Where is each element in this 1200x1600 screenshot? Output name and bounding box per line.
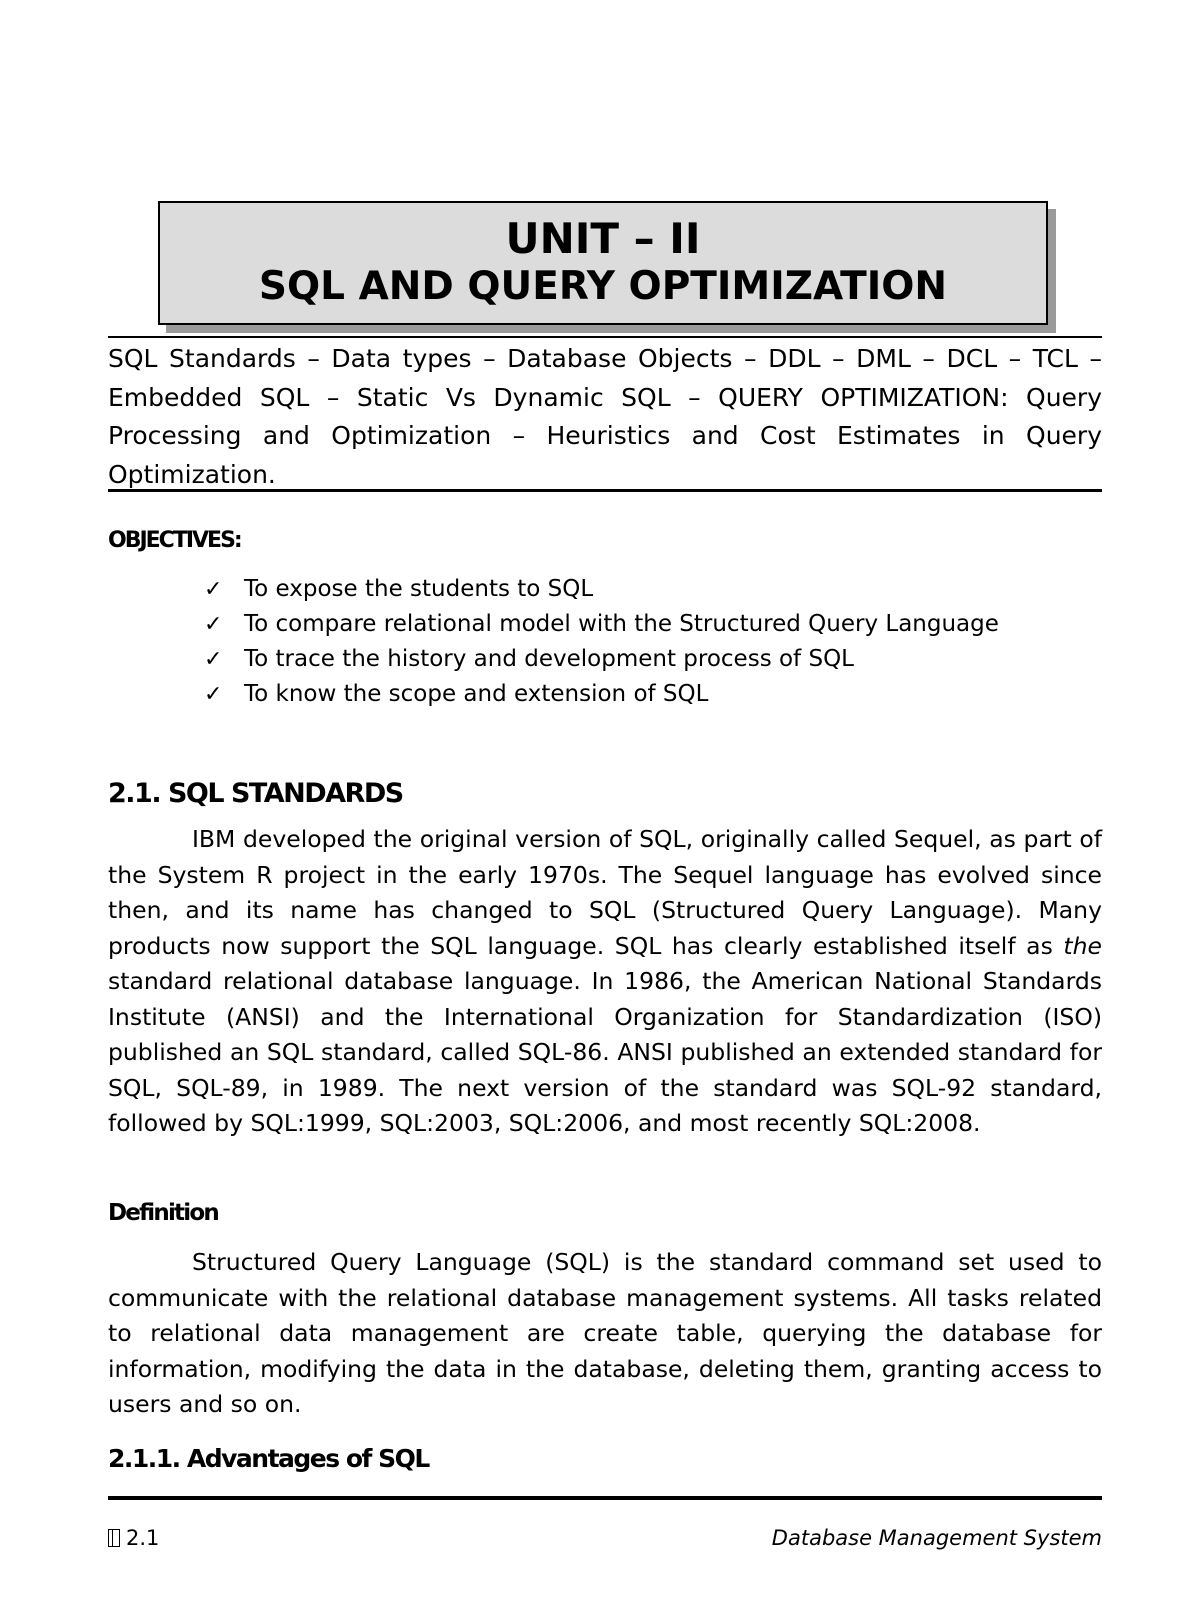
definition-heading: Definition	[108, 1200, 218, 1226]
syllabus-top-rule	[108, 336, 1102, 338]
objective-item	[108, 677, 1102, 712]
page-number: 2.1	[126, 1526, 160, 1550]
syllabus-text: SQL Standards – Data types – Database Objects – DDL – DML – DCL – TCL – Embedded SQL – Static Vs Dynamic SQL – QUERY OPTIMIZATION: Query Processing and Optimization – Heuristics and Cost Estimates in Query Optimization.	[108, 344, 1102, 489]
sql-standards-paragraph	[108, 822, 1102, 1142]
objective-text: To compare relational model with the Structured Query Language	[244, 611, 999, 637]
footer-book-title: Database Management System	[771, 1526, 1102, 1550]
unit-title-box	[158, 201, 1048, 325]
footer-page-number	[108, 1526, 159, 1550]
objective-text: To trace the history and development process of SQL	[244, 646, 854, 672]
objectives-list	[108, 572, 1102, 712]
book-icon	[108, 1529, 120, 1547]
paragraph-text: IBM developed the original version of SQL, originally called Sequel, as part of the System R project in the early 1970s. The Sequel language has evolved since then, and its name has changed to SQL (Structured Query Language). Many products now support the SQL language. SQL has clearly established itself as	[108, 825, 1102, 960]
unit-title: SQL AND QUERY OPTIMIZATION	[258, 264, 948, 309]
definition-paragraph	[108, 1245, 1102, 1423]
checkmark-icon: ✓	[204, 647, 223, 672]
objective-text: To expose the students to SQL	[244, 576, 594, 602]
syllabus-bottom-rule	[108, 489, 1102, 492]
objective-text: To know the scope and extension of SQL	[244, 681, 709, 707]
objective-item	[108, 642, 1102, 677]
footer-rule	[108, 1496, 1102, 1500]
section-heading-sql-standards: 2.1. SQL STANDARDS	[108, 778, 403, 809]
section-heading-advantages: 2.1.1. Advantages of SQL	[108, 1444, 429, 1473]
checkmark-icon: ✓	[204, 612, 223, 637]
checkmark-icon: ✓	[204, 577, 223, 602]
unit-number: UNIT – II	[505, 214, 701, 263]
checkmark-icon: ✓	[204, 682, 223, 707]
objective-item	[108, 572, 1102, 607]
objective-item	[108, 607, 1102, 642]
paragraph-text: standard relational database language. In 1986, the American National Standards Institute (ANSI) and the International Organization for Standardization (ISO) published an SQL standard, called SQL-86. ANSI published an extended standard for SQL, SQL-89, in 1989. The next version of the standard was SQL-92 standard, followed by SQL:1999, SQL:2003, SQL:2006, and most recently SQL:2008.	[108, 967, 1102, 1137]
definition-text: Structured Query Language (SQL) is the standard command set used to communicate with the relational database management systems. All tasks related to relational data management are create table, querying the database for information, modifying the data in the database, deleting them, granting access to users and so on.	[108, 1248, 1102, 1418]
emphasis-text: the	[1063, 931, 1102, 960]
objectives-heading: OBJECTIVES:	[108, 528, 241, 553]
